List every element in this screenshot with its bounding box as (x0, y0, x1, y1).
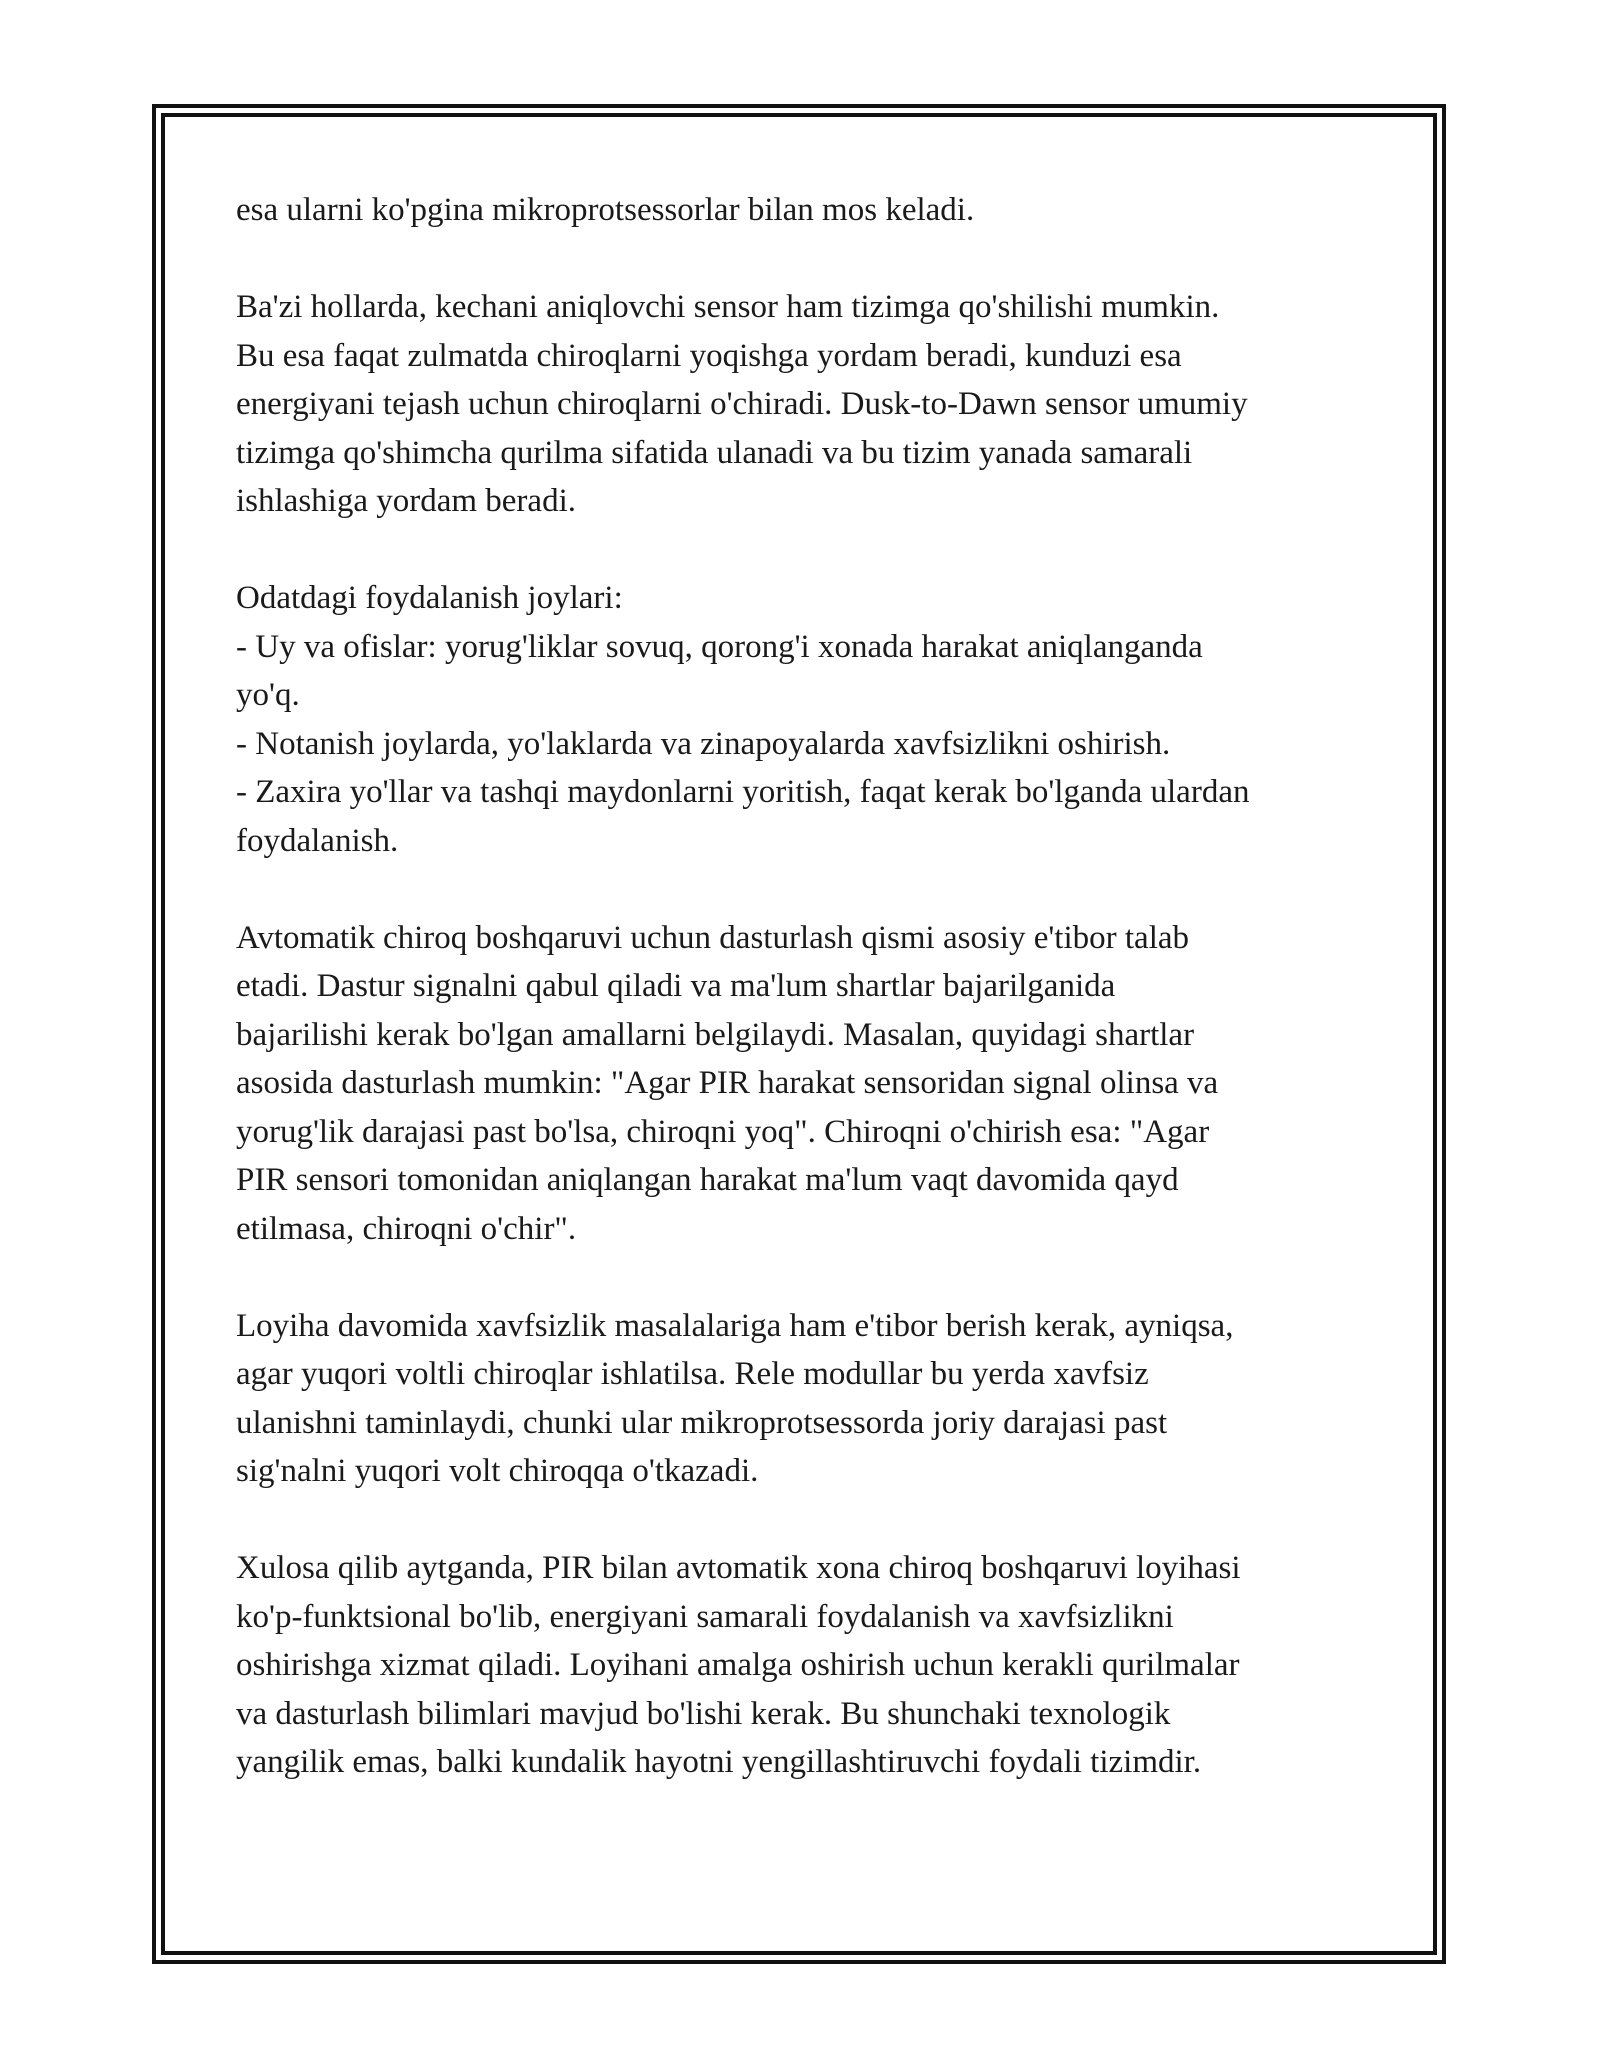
text-line: Loyiha davomida xavfsizlik masalalariga ham e'tibor berish kerak, ayniqsa, (236, 1307, 1234, 1344)
text-line: - Uy va ofislar: yorug'liklar sovuq, qorong'i xonada harakat aniqlanganda (236, 628, 1203, 665)
document-body (236, 186, 1366, 1835)
text-line: foydalanish. (236, 822, 399, 859)
text-line: Odatdagi foydalanish joylari: (236, 580, 623, 616)
paragraph (236, 283, 1366, 526)
text-line: ulanishni taminlaydi, chunki ular mikroprotsessorda joriy darajasi past (236, 1404, 1168, 1441)
text-line: bajarilishi kerak bo'lgan amallarni belgilaydi. Masalan, quyidagi shartlar (236, 1016, 1195, 1053)
text-line: ishlashiga yordam beradi. (236, 483, 576, 519)
text-line: esa ularni ko'pgina mikroprotsessorlar bilan mos keladi. (236, 192, 975, 228)
text-line: tizimga qo'shimcha qurilma sifatida ulanadi va bu tizim yanada samarali (236, 434, 1193, 471)
text-line: agar yuqori voltli chiroqlar ishlatilsa. Rele modullar bu yerda xavfsiz (236, 1356, 1149, 1392)
text-line: Avtomatik chiroq boshqaruvi uchun dasturlash qismi asosiy e'tibor talab (236, 919, 1190, 956)
text-line: yo'q. (236, 677, 300, 713)
text-line: energiyani tejash uchun chiroqlarni o'chiradi. Dusk-to-Dawn sensor umumiy (236, 386, 1248, 422)
text-line: - Zaxira yo'llar va tashqi maydonlarni yoritish, faqat kerak bo'lganda ulardan (236, 774, 1250, 810)
paragraph (236, 186, 1366, 235)
text-line: etilmasa, chiroqni o'chir". (236, 1210, 577, 1247)
text-line: ko'p-funktsional bo'lib, energiyani samarali foydalanish va xavfsizlikni (236, 1598, 1174, 1635)
text-line: - Notanish joylarda, yo'laklarda va zinapoyalarda xavfsizlikni oshirish. (236, 725, 1171, 762)
text-line: asosida dasturlash mumkin: "Agar PIR harakat sensoridan signal olinsa va (236, 1065, 1219, 1101)
text-line: Ba'zi hollarda, kechani aniqlovchi sensor ham tizimga qo'shilishi mumkin. (236, 289, 1220, 325)
text-line: etadi. Dastur signalni qabul qiladi va ma'lum shartlar bajarilganida (236, 968, 1116, 1004)
paragraph (236, 1302, 1366, 1496)
text-line: sig'nalni yuqori volt chiroqqa o'tkazadi. (236, 1453, 759, 1489)
text-line: PIR sensori tomonidan aniqlangan harakat ma'lum vaqt davomida qayd (236, 1162, 1179, 1198)
text-line: va dasturlash bilimlari mavjud bo'lishi kerak. Bu shunchaki texnologik (236, 1695, 1171, 1732)
text-line: yangilik emas, balki kundalik hayotni yengillashtiruvchi foydali tizimdir. (236, 1744, 1202, 1780)
paragraph (236, 914, 1366, 1254)
text-line: oshirishga xizmat qiladi. Loyihani amalga oshirish uchun kerakli qurilmalar (236, 1647, 1240, 1683)
paragraph (236, 574, 1366, 865)
paragraph (236, 1544, 1366, 1787)
text-line: Xulosa qilib aytganda, PIR bilan avtomatik xona chiroq boshqaruvi loyihasi (236, 1550, 1241, 1586)
text-line: yorug'lik darajasi past bo'lsa, chiroqni yoq". Chiroqni o'chirish esa: "Agar (236, 1113, 1210, 1150)
text-line: Bu esa faqat zulmatda chiroqlarni yoqishga yordam beradi, kunduzi esa (236, 337, 1182, 374)
